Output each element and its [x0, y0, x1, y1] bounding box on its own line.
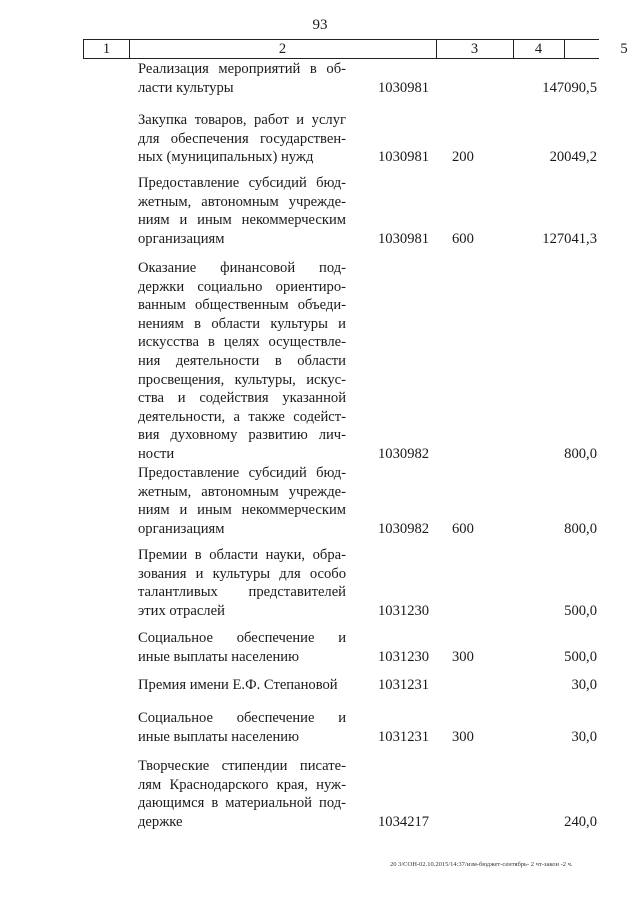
- description-line: ства и содействия указанной: [138, 390, 346, 407]
- row-description: [138, 629, 346, 666]
- amount-value: 500,0: [564, 648, 597, 665]
- description-line: Социальное обеспечение и: [138, 710, 346, 726]
- description-line: ниям и иным некоммерческим: [138, 212, 346, 229]
- description-line: искусства в целях осуществле-: [138, 334, 346, 351]
- description-line: ласти культуры: [138, 79, 234, 96]
- description-line: Закупка товаров, работ и услуг: [138, 112, 346, 128]
- description-line: деятельности, а также содейст-: [138, 408, 346, 425]
- target-article-code: 1031230: [378, 602, 430, 619]
- description-line: иные выплаты населению: [138, 648, 299, 665]
- description-line: Предоставление субсидий бюд-: [138, 465, 346, 481]
- description-line: Реализация мероприятий в об-: [138, 61, 346, 77]
- footer-note: 20 3/СОН-02.10.2015/14:37/изм-бюджет-сентябрь- 2 чт-закон -2 ч.: [390, 861, 573, 868]
- target-article-code: 1031230: [378, 648, 430, 665]
- description-line: ности: [138, 445, 175, 462]
- description-line: ниям и иным некоммерческим: [138, 502, 346, 519]
- description-line: организациям: [138, 230, 225, 247]
- target-article-code: 1030982: [378, 446, 430, 462]
- row-description: [138, 111, 346, 167]
- amount-value: 500,0: [564, 602, 597, 619]
- description-line: Социальное обеспечение и: [138, 630, 346, 646]
- row-description: [138, 709, 346, 746]
- description-line: для обеспечения государствен-: [138, 130, 346, 147]
- description-line: зования и культуры для особо: [138, 565, 346, 582]
- amount-value: 240,0: [564, 813, 597, 830]
- expense-type-code: 600: [452, 520, 474, 537]
- row-description: [138, 60, 346, 97]
- column-header-5: 5: [620, 41, 628, 57]
- column-header-4: 4: [534, 41, 543, 57]
- row-description: [138, 546, 346, 620]
- description-line: вия духовному развитию лич-: [138, 427, 346, 444]
- description-line: Оказание финансовой под-: [138, 260, 346, 276]
- column-header-1: 1: [102, 41, 111, 57]
- description-line: организациям: [138, 520, 225, 537]
- row-description: [138, 757, 346, 831]
- description-line: этих отраслей: [138, 602, 225, 619]
- target-article-code: 1034217: [378, 813, 430, 830]
- amount-value: 30,0: [571, 728, 597, 745]
- target-article-code: 1030981: [378, 149, 430, 166]
- description-line: Предоставление субсидий бюд-: [138, 175, 346, 191]
- description-line: ванным общественным объеди-: [138, 297, 346, 314]
- description-line: талантливых представителей: [138, 584, 346, 601]
- column-header-2: 2: [278, 41, 287, 57]
- row-description: [138, 174, 346, 248]
- description-line: ных (муниципальных) нужд: [138, 149, 314, 166]
- expense-type-code: 600: [452, 230, 474, 247]
- amount-value: 127041,3: [542, 230, 597, 247]
- row-description: [138, 259, 346, 464]
- description-line: держки социально ориентиро-: [138, 278, 346, 295]
- description-line: Творческие стипендии писате-: [138, 758, 346, 774]
- amount-value: 30,0: [571, 677, 597, 693]
- description-line: жетным, автономным учрежде-: [138, 193, 346, 210]
- table-header: [83, 39, 628, 59]
- page-number: 93: [312, 17, 328, 33]
- description-line: дающимся в материальной под-: [138, 795, 346, 812]
- description-line: жетным, автономным учрежде-: [138, 483, 346, 500]
- row-description: [138, 676, 346, 695]
- expense-type-code: 300: [452, 728, 474, 745]
- target-article-code: 1030981: [378, 79, 430, 96]
- description-line: Премии в области науки, обра-: [138, 547, 346, 563]
- description-line: иные выплаты населению: [138, 728, 299, 745]
- description-line: Премия имени Е.Ф. Степановой: [138, 677, 338, 693]
- target-article-code: 1030981: [378, 230, 430, 247]
- target-article-code: 1031231: [378, 728, 430, 745]
- amount-value: 800,0: [564, 520, 597, 537]
- column-header-3: 3: [470, 41, 479, 57]
- description-line: нениям в области культуры и: [138, 315, 346, 332]
- target-article-code: 1030982: [378, 520, 430, 537]
- expense-type-code: 300: [452, 648, 474, 665]
- description-line: просвещения, культуры, искус-: [138, 371, 346, 388]
- description-line: лям Краснодарского края, нуж-: [138, 776, 346, 793]
- description-line: держке: [138, 813, 183, 830]
- amount-value: 147090,5: [542, 79, 597, 96]
- expense-type-code: 200: [452, 149, 474, 166]
- amount-value: 800,0: [564, 446, 597, 462]
- amount-value: 20049,2: [549, 149, 597, 166]
- target-article-code: 1031231: [378, 677, 430, 693]
- description-line: ния деятельности в области: [138, 352, 346, 369]
- row-description: [138, 464, 346, 538]
